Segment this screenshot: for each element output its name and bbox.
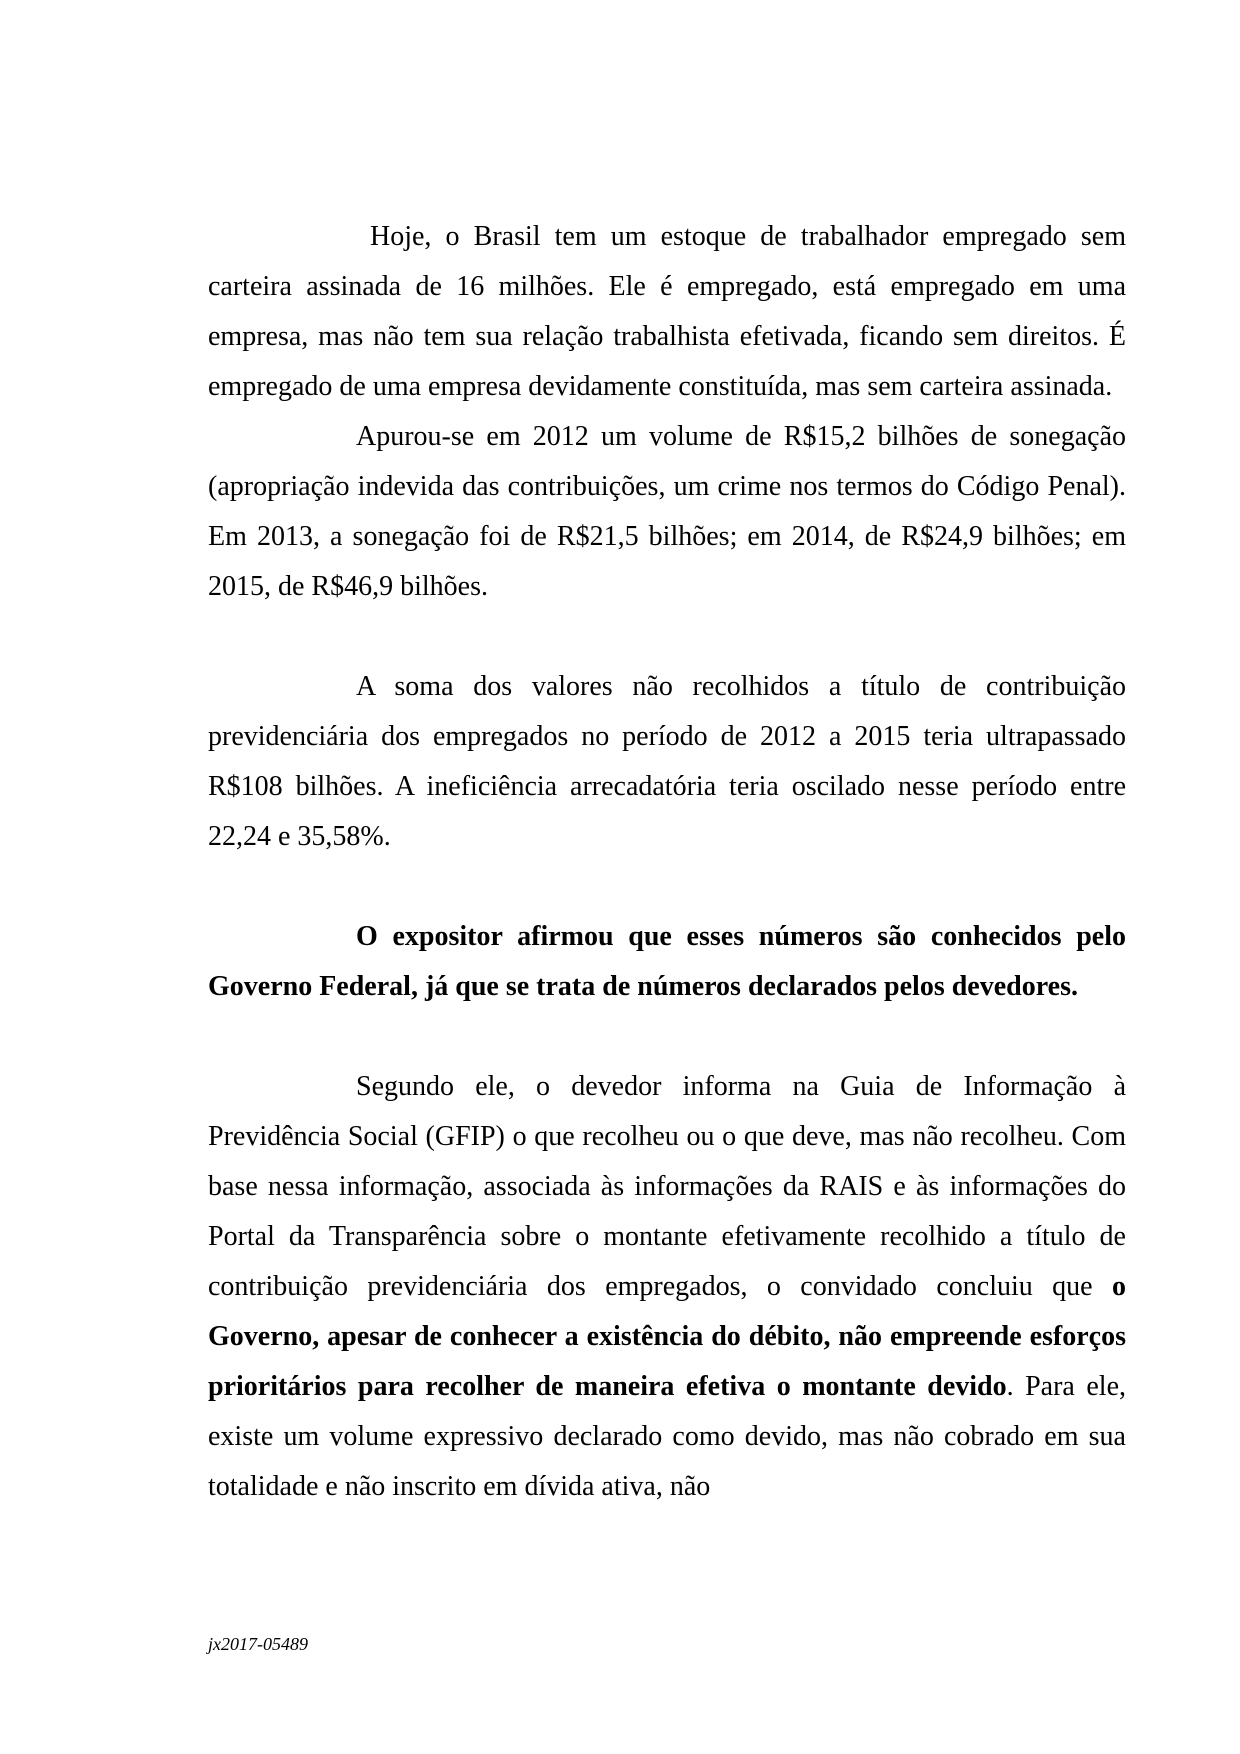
paragraph-3: A soma dos valores não recolhidos a título de contribuição previdenciária dos empregados no período de 2012 a 2015 teria ultrapassado R$108 bilhões. A ineficiência arrecadatória teria oscilado nesse período entre 22,24 e 35,58%. [208,671,1126,852]
paragraph-5-end: . Para ele, existe um volume expressivo declarado como devido, mas não cobrado em sua totalidade e não inscrito em dívida ativa, não [208,1371,1126,1502]
paragraph-5-start: Segundo ele, o devedor informa na Guia de Informação à Previdência Social (GFIP) o que recolheu ou o que deve, mas não recolheu. Com base nessa informação, associada às informações da RAIS e às informações do Portal da Transparência sobre o montante efetivamente recolhido a título de contribuição previdenciária dos empregados, o convidado concluiu que [208,1071,1126,1302]
paragraph-spacer [208,1012,1126,1062]
paragraph-4-bold: O expositor afirmou que esses números são conhecidos pelo Governo Federal, já que se trata de números declarados pelos devedores. [208,921,1126,1002]
paragraph-1: Hoje, o Brasil tem um estoque de trabalhador empregado sem carteira assinada de 16 milhões. Ele é empregado, está empregado em uma empresa, mas não tem sua relação trabalhista efetivada, ficando sem direitos. É empregado de uma empresa devidamente constituída, mas sem carteira assinada. [208,221,1126,402]
paragraph-5 [208,1062,1126,1512]
paragraph-spacer [208,862,1126,912]
document-body [208,212,1126,1512]
paragraph-2: Apurou-se em 2012 um volume de R$15,2 bilhões de sonegação (apropriação indevida das contribuições, um crime nos termos do Código Penal). Em 2013, a sonegação foi de R$21,5 bilhões; em 2014, de R$24,9 bilhões; em 2015, de R$46,9 bilhões. [208,421,1126,602]
document-code: jx2017-05489 [208,1634,308,1654]
paragraph-spacer [208,612,1126,662]
paragraph-5-bold: o Governo, apesar de conhecer a existência do débito, não empreende esforços prioritários para recolher de maneira efetiva o montante devido [208,1271,1126,1402]
